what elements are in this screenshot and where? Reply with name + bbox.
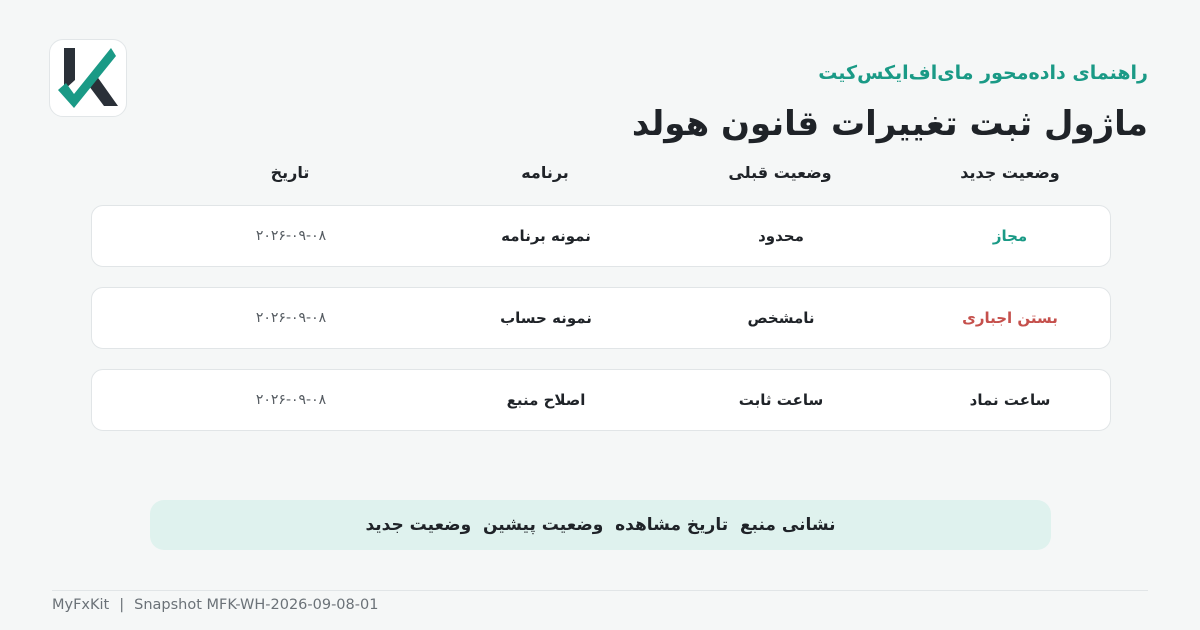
footer-divider <box>52 590 1148 591</box>
new-status-cell: بستن اجباری <box>962 309 1058 327</box>
column-header-program: برنامه <box>521 163 569 182</box>
footer-separator: | <box>119 597 125 613</box>
column-header-date: تاریخ <box>270 163 310 182</box>
column-header-prev-status: وضعیت قبلی <box>728 163 832 182</box>
page-title: ماژول ثبت تغییرات قانون هولد <box>631 104 1148 144</box>
fields-banner-text: نشانی منبع ￼ تاریخ مشاهده ￼ وضعیت پیشین ￼ وضعیت جدید <box>365 515 836 535</box>
program-cell: اصلاح منبع <box>506 391 586 409</box>
column-header-new-status: وضعیت جدید <box>960 163 1060 182</box>
prev-status-cell: ساعت ثابت <box>738 391 824 409</box>
brand-logo <box>49 39 127 117</box>
fields-banner <box>150 500 1051 550</box>
prev-status-cell: محدود <box>758 227 804 245</box>
prev-status-cell: نامشخص <box>747 309 815 327</box>
page-eyebrow: راهنمای داده‌محور مای‌اف‌ایکس‌کیت <box>818 62 1148 84</box>
footer-brand: MyFxKit <box>52 597 110 613</box>
new-status-cell: مجاز <box>992 227 1028 245</box>
date-cell: ۲۰۲۶-۰۹-۰۸ <box>255 310 327 326</box>
date-cell: ۲۰۲۶-۰۹-۰۸ <box>255 228 327 244</box>
program-cell: نمونه حساب <box>500 309 592 327</box>
program-cell: نمونه برنامه <box>501 227 591 245</box>
myfxkit-logo-icon <box>56 46 120 110</box>
footer-snapshot: Snapshot MFK-WH-2026-09-08-01 <box>134 597 379 613</box>
table-row <box>91 369 1111 431</box>
footer <box>52 597 378 613</box>
table-row <box>91 287 1111 349</box>
table-row <box>91 205 1111 267</box>
date-cell: ۲۰۲۶-۰۹-۰۸ <box>255 392 327 408</box>
new-status-cell: ساعت نماد <box>969 391 1051 409</box>
